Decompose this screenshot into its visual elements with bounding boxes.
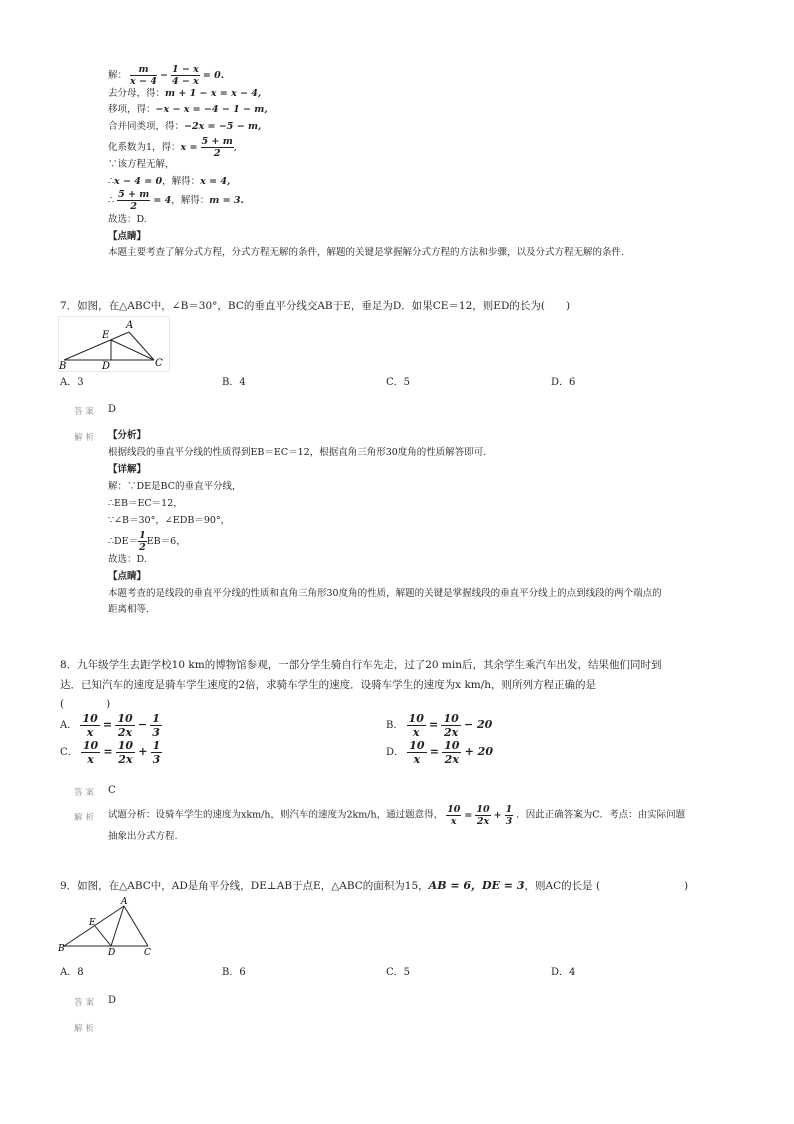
q9-figure xyxy=(58,896,162,956)
q7-analysis-line-11: 距离相等. xyxy=(108,604,150,615)
fraction xyxy=(80,712,99,739)
text: ，解得： xyxy=(162,176,201,187)
text: EB＝6， xyxy=(146,536,186,547)
denominator: 2x xyxy=(118,753,133,766)
text: ．因此正确答案为C．考点：由实际问题 xyxy=(516,809,686,821)
math: = 4 xyxy=(153,195,172,206)
q7-analysis-line-6: ∵∠B＝30°，∠EDB＝90°， xyxy=(108,515,231,526)
fraction xyxy=(505,804,514,827)
math: x = xyxy=(180,142,198,153)
q8-analysis-label: 解析 xyxy=(74,813,98,823)
equals: = xyxy=(102,718,113,731)
prev-solution-line-2 xyxy=(108,88,261,100)
denominator: 2 xyxy=(130,201,138,212)
prev-solution-line-1 xyxy=(108,64,224,87)
prev-solution-line-7 xyxy=(108,176,230,188)
denominator: 3 xyxy=(152,726,160,739)
text-prefix: 解： xyxy=(108,70,128,81)
fraction xyxy=(446,804,461,827)
math: −x − x = −4 − 1 − m, xyxy=(155,104,268,115)
fraction xyxy=(115,712,134,739)
q9-analysis-label: 解析 xyxy=(74,1024,98,1034)
math: −2x = −5 − m, xyxy=(184,121,262,132)
math-tail: = 0. xyxy=(202,70,225,81)
math: AB = 6，DE = 3 xyxy=(428,879,525,892)
q7-analysis-line-4: 解：∵DE是BC的垂直平分线， xyxy=(108,481,242,492)
prev-solution-line-10: 【点睛】 xyxy=(108,231,147,242)
q8-analysis-line-2: 抽象出分式方程. xyxy=(108,831,178,842)
option-label: D． xyxy=(386,747,405,758)
q8-analysis-line-1 xyxy=(108,804,685,827)
q8-answer: C xyxy=(108,785,116,796)
text: 9．如图，在△ABC中，AD是角平分线，DE⊥AB于点E，△ABC的面积为15， xyxy=(60,880,429,892)
q7-analysis-line-10: 本题考查的是线段的垂直平分线的性质和直角三角形30度角的性质，解题的关键是掌握线段的垂直平分线上的点到线段的两个端点的 xyxy=(108,588,662,599)
denominator: 2x xyxy=(444,753,459,766)
fraction xyxy=(150,712,162,739)
prev-solution-line-3 xyxy=(108,104,268,116)
fraction xyxy=(130,64,157,87)
q8-answer-label: 答案 xyxy=(74,788,98,798)
numerator: 5 + m xyxy=(201,136,233,147)
denominator: x xyxy=(450,816,457,827)
math: x − 4 = 0 xyxy=(114,176,163,187)
label-c: C xyxy=(144,948,151,956)
numerator: 10 xyxy=(82,712,98,725)
denominator: x xyxy=(86,726,94,739)
prev-solution-line-4 xyxy=(108,121,261,133)
denominator: 4 − x xyxy=(171,76,199,87)
label-c: C xyxy=(155,358,163,369)
numerator: 10 xyxy=(447,804,461,815)
label-a: A xyxy=(126,320,134,331)
text: 化系数为1，得： xyxy=(108,142,181,153)
q8-stem-line-2: 达．已知汽车的速度是骑车学生速度的2倍，求骑车学生的速度．设骑车学生的速度为x km/h，则所列方程正确的是 xyxy=(60,679,597,691)
q7-option-a[interactable]: A．3 xyxy=(60,377,84,388)
denominator: 2x xyxy=(117,726,133,739)
option-label: B． xyxy=(386,720,404,731)
math-tail: + 20 xyxy=(464,745,493,758)
fraction xyxy=(138,530,147,553)
denominator: 2x xyxy=(444,726,459,739)
option-label: C． xyxy=(60,747,78,758)
text: , xyxy=(233,142,237,153)
segment-ad xyxy=(111,906,124,946)
numerator: 1 xyxy=(152,712,160,725)
denominator: x xyxy=(87,753,94,766)
q7-figure xyxy=(58,316,170,372)
segment-ac xyxy=(129,332,154,360)
fraction xyxy=(442,739,461,766)
figure-border xyxy=(59,317,170,372)
denominator: 3 xyxy=(152,753,161,766)
denominator: x xyxy=(413,753,421,766)
operator: − xyxy=(137,718,148,731)
denominator: 3 xyxy=(505,816,513,827)
q7-option-c[interactable]: C．5 xyxy=(386,377,411,388)
numerator: 10 xyxy=(117,712,133,725)
option-label: A． xyxy=(60,720,78,731)
text: ∴ xyxy=(108,195,115,206)
numerator: m xyxy=(130,64,157,76)
denominator: x − 4 xyxy=(130,76,157,87)
denominator: x xyxy=(412,726,420,739)
fraction xyxy=(441,712,460,739)
label-e: E xyxy=(102,330,110,341)
numerator: 10 xyxy=(117,739,134,752)
q7-analysis-line-8: 故选：D. xyxy=(108,554,147,565)
q7-analysis-line-1: 【分析】 xyxy=(108,430,147,441)
q7-answer: D xyxy=(108,404,117,415)
segment-de xyxy=(95,926,111,946)
numerator: 1 xyxy=(152,739,161,752)
text: 合并同类项，得： xyxy=(108,121,185,132)
label-d: D xyxy=(102,361,111,372)
segment-ac xyxy=(124,906,148,946)
fraction xyxy=(201,136,234,159)
q9-option-c[interactable]: C．5 xyxy=(386,967,411,978)
q9-stem xyxy=(60,879,688,893)
label-d: D xyxy=(108,948,116,956)
operator: + xyxy=(493,810,502,821)
text: 去分母，得： xyxy=(108,88,166,99)
q7-answer-label: 答案 xyxy=(74,407,98,417)
q8-option-a[interactable] xyxy=(60,712,162,739)
numerator: 10 xyxy=(408,712,424,725)
q9-answer: D xyxy=(108,995,117,1006)
label-b: B xyxy=(59,361,67,372)
prev-solution-line-6: ∵该方程无解， xyxy=(108,159,175,170)
fraction xyxy=(151,739,163,766)
q9-option-d[interactable]: D．4 xyxy=(551,967,576,978)
text: 试题分析：设骑车学生的速度为xkm/h，则汽车的速度为2km/h，通过题意得， xyxy=(108,809,444,821)
fraction xyxy=(117,189,150,212)
numerator: 1 xyxy=(505,804,513,815)
q8-option-c[interactable] xyxy=(60,739,162,766)
q7-analysis-line-7 xyxy=(108,530,186,553)
numerator: 10 xyxy=(82,739,99,752)
fraction xyxy=(116,739,135,766)
fraction xyxy=(407,739,426,766)
label-a: A xyxy=(121,897,128,907)
numerator: 10 xyxy=(409,739,425,752)
label-e: E xyxy=(89,918,96,928)
fraction xyxy=(81,739,100,766)
q7-analysis-line-5: ∴EB＝EC＝12， xyxy=(108,498,183,509)
q8-option-d[interactable] xyxy=(386,739,493,766)
equals: = xyxy=(429,718,439,731)
numerator: 10 xyxy=(476,804,490,815)
equals: = xyxy=(429,745,439,758)
q7-option-d[interactable]: D．6 xyxy=(551,377,576,388)
prev-solution-line-11: 本题主要考查了解分式方程，分式方程无解的条件，解题的关键是掌握解分式方程的方法和步骤，以及分式方程无解的条件. xyxy=(108,247,625,258)
q7-option-b[interactable]: B．4 xyxy=(222,377,246,388)
denominator: 2x xyxy=(476,816,490,827)
q7-analysis-line-3: 【详解】 xyxy=(108,464,147,475)
numerator: 10 xyxy=(444,739,460,752)
numerator: 1 − x xyxy=(171,64,199,75)
label-b: B xyxy=(58,944,65,954)
q8-option-b[interactable] xyxy=(386,712,492,739)
prev-solution-line-8 xyxy=(108,189,244,212)
text: ∴DE＝ xyxy=(108,536,139,547)
denominator: 2 xyxy=(139,542,146,553)
equals: = xyxy=(464,810,473,821)
q9-option-a[interactable]: A．8 xyxy=(60,967,84,978)
text: ∴ xyxy=(108,176,115,187)
math: m + 1 − x = x − 4, xyxy=(165,88,262,99)
math-tail: − 20 xyxy=(463,718,493,731)
fraction xyxy=(171,64,200,87)
math: x = 4, xyxy=(200,176,231,187)
numerator: 10 xyxy=(443,712,459,725)
q7-stem: 7．如图，在△ABC中，∠B＝30°，BC的垂直平分线交AB于E，垂足为D．如果CE＝12，则ED的长为( ) xyxy=(60,300,571,312)
numerator: 1 xyxy=(139,530,146,541)
q7-analysis-line-9: 【点睛】 xyxy=(108,571,147,582)
q7-analysis-label: 解析 xyxy=(74,433,98,443)
segment-ec xyxy=(111,340,154,360)
math: m = 3. xyxy=(209,195,244,206)
text: 移项，得： xyxy=(108,104,156,115)
fraction xyxy=(407,712,426,739)
numerator: 5 + m xyxy=(118,189,150,200)
equals: = xyxy=(103,745,113,758)
prev-solution-line-9: 故选：D. xyxy=(108,214,147,225)
q8-stem-line-3: ( ) xyxy=(60,698,111,710)
segment-ba xyxy=(64,332,129,360)
prev-solution-line-5 xyxy=(108,136,237,159)
q8-stem-line-1: 8．九年级学生去距学校10 km的博物馆参观，一部分学生骑自行车先走，过了20 min后，其余学生乘汽车出发，结果他们同时到 xyxy=(60,659,662,671)
fraction xyxy=(475,804,490,827)
text: ，则AC的长是 ( ) xyxy=(524,880,689,892)
q9-answer-label: 答案 xyxy=(74,998,98,1008)
operator: + xyxy=(138,745,148,758)
operator: − xyxy=(159,70,168,81)
text: ，解得： xyxy=(171,195,210,206)
q9-option-b[interactable]: B．6 xyxy=(222,967,246,978)
denominator: 2 xyxy=(213,148,221,159)
q7-analysis-line-2: 根据线段的垂直平分线的性质得到EB＝EC＝12，根据直角三角形30度角的性质解答即可. xyxy=(108,447,487,458)
